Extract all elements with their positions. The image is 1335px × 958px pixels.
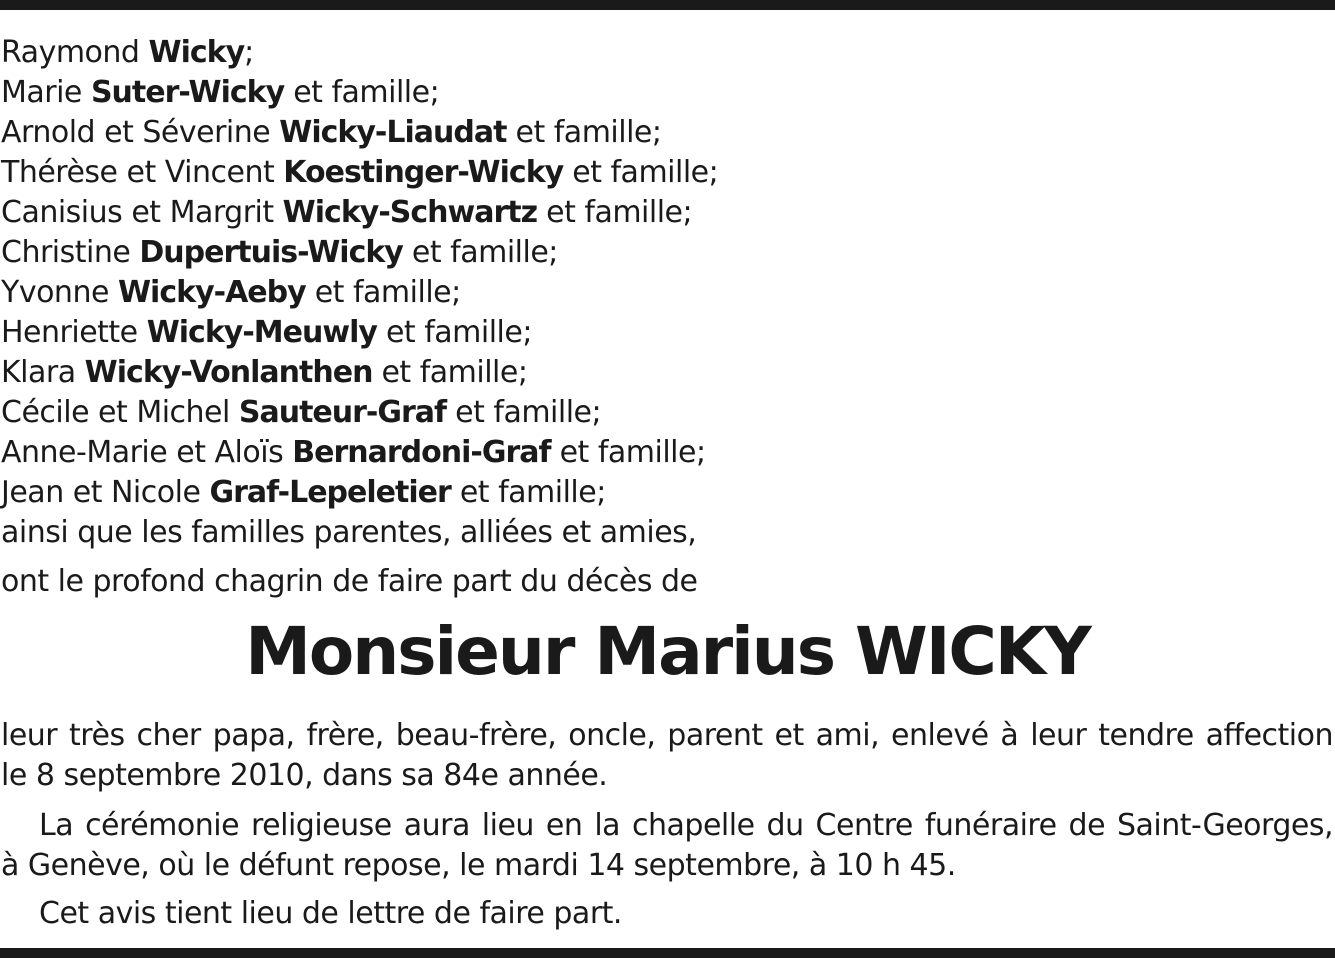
relation-paragraph bbox=[1, 716, 1333, 796]
mourner-surname: Wicky-Vonlanthen bbox=[84, 355, 373, 390]
mourner-line: Canisius et Margrit Wicky-Schwartz et famille; bbox=[1, 195, 693, 230]
mourners-list bbox=[1, 33, 1001, 553]
mourner-surname: Sauteur-Graf bbox=[238, 395, 447, 430]
top-rule bbox=[0, 0, 1335, 10]
ceremony-location-line: à Genève, où le défunt repose, le mardi 14 septembre, à 10 h 45. bbox=[1, 848, 956, 883]
mourner-line: Marie Suter-Wicky et famille; bbox=[1, 75, 440, 110]
mourner-surname: Dupertuis-Wicky bbox=[139, 235, 403, 270]
mourner-line: Cécile et Michel Sauteur-Graf et famille; bbox=[1, 395, 602, 430]
mourner-surname: Wicky-Meuwly bbox=[146, 315, 377, 350]
closing-line: Cet avis tient lieu de lettre de faire part. bbox=[39, 896, 622, 931]
announcement-line: ont le profond chagrin de faire part du décès de bbox=[1, 564, 698, 599]
mourner-line: Klara Wicky-Vonlanthen et famille; bbox=[1, 355, 528, 390]
mourner-surname: Wicky-Schwartz bbox=[282, 195, 538, 230]
mourner-surname: Bernardoni-Graf bbox=[292, 435, 551, 470]
bottom-rule bbox=[0, 948, 1335, 958]
mourner-line: Yvonne Wicky-Aeby et famille; bbox=[1, 275, 461, 310]
mourner-line: Arnold et Séverine Wicky-Liaudat et famille; bbox=[1, 115, 662, 150]
date-line: le 8 septembre 2010, dans sa 84e année. bbox=[1, 758, 608, 793]
mourner-surname: Wicky bbox=[148, 35, 245, 70]
families-line: ainsi que les familles parentes, alliées et amies, bbox=[1, 515, 697, 550]
closing-paragraph bbox=[1, 894, 1333, 934]
mourner-line: Thérèse et Vincent Koestinger-Wicky et famille; bbox=[1, 155, 719, 190]
mourner-line: Anne-Marie et Aloïs Bernardoni-Graf et famille; bbox=[1, 435, 706, 470]
deceased-name: Monsieur Marius WICKY bbox=[245, 613, 1090, 690]
relation-line: leur très cher papa, frère, beau-frère, oncle, parent et ami, enlevé à leur tendre affection bbox=[1, 718, 1333, 753]
mourner-line: Raymond Wicky; bbox=[1, 35, 254, 70]
mourner-surname: Wicky-Aeby bbox=[117, 275, 306, 310]
mourner-line: Christine Dupertuis-Wicky et famille; bbox=[1, 235, 558, 270]
ceremony-line: La cérémonie religieuse aura lieu en la chapelle du Centre funéraire de Saint-Georges, bbox=[39, 808, 1333, 843]
mourner-surname: Koestinger-Wicky bbox=[283, 155, 564, 190]
mourner-surname: Graf-Lepeletier bbox=[209, 475, 451, 510]
ceremony-paragraph bbox=[1, 806, 1333, 886]
mourner-surname: Wicky-Liaudat bbox=[279, 115, 507, 150]
mourner-line: Henriette Wicky-Meuwly et famille; bbox=[1, 315, 532, 350]
mourner-line: Jean et Nicole Graf-Lepeletier et famille; bbox=[1, 475, 606, 510]
mourner-surname: Suter-Wicky bbox=[90, 75, 285, 110]
